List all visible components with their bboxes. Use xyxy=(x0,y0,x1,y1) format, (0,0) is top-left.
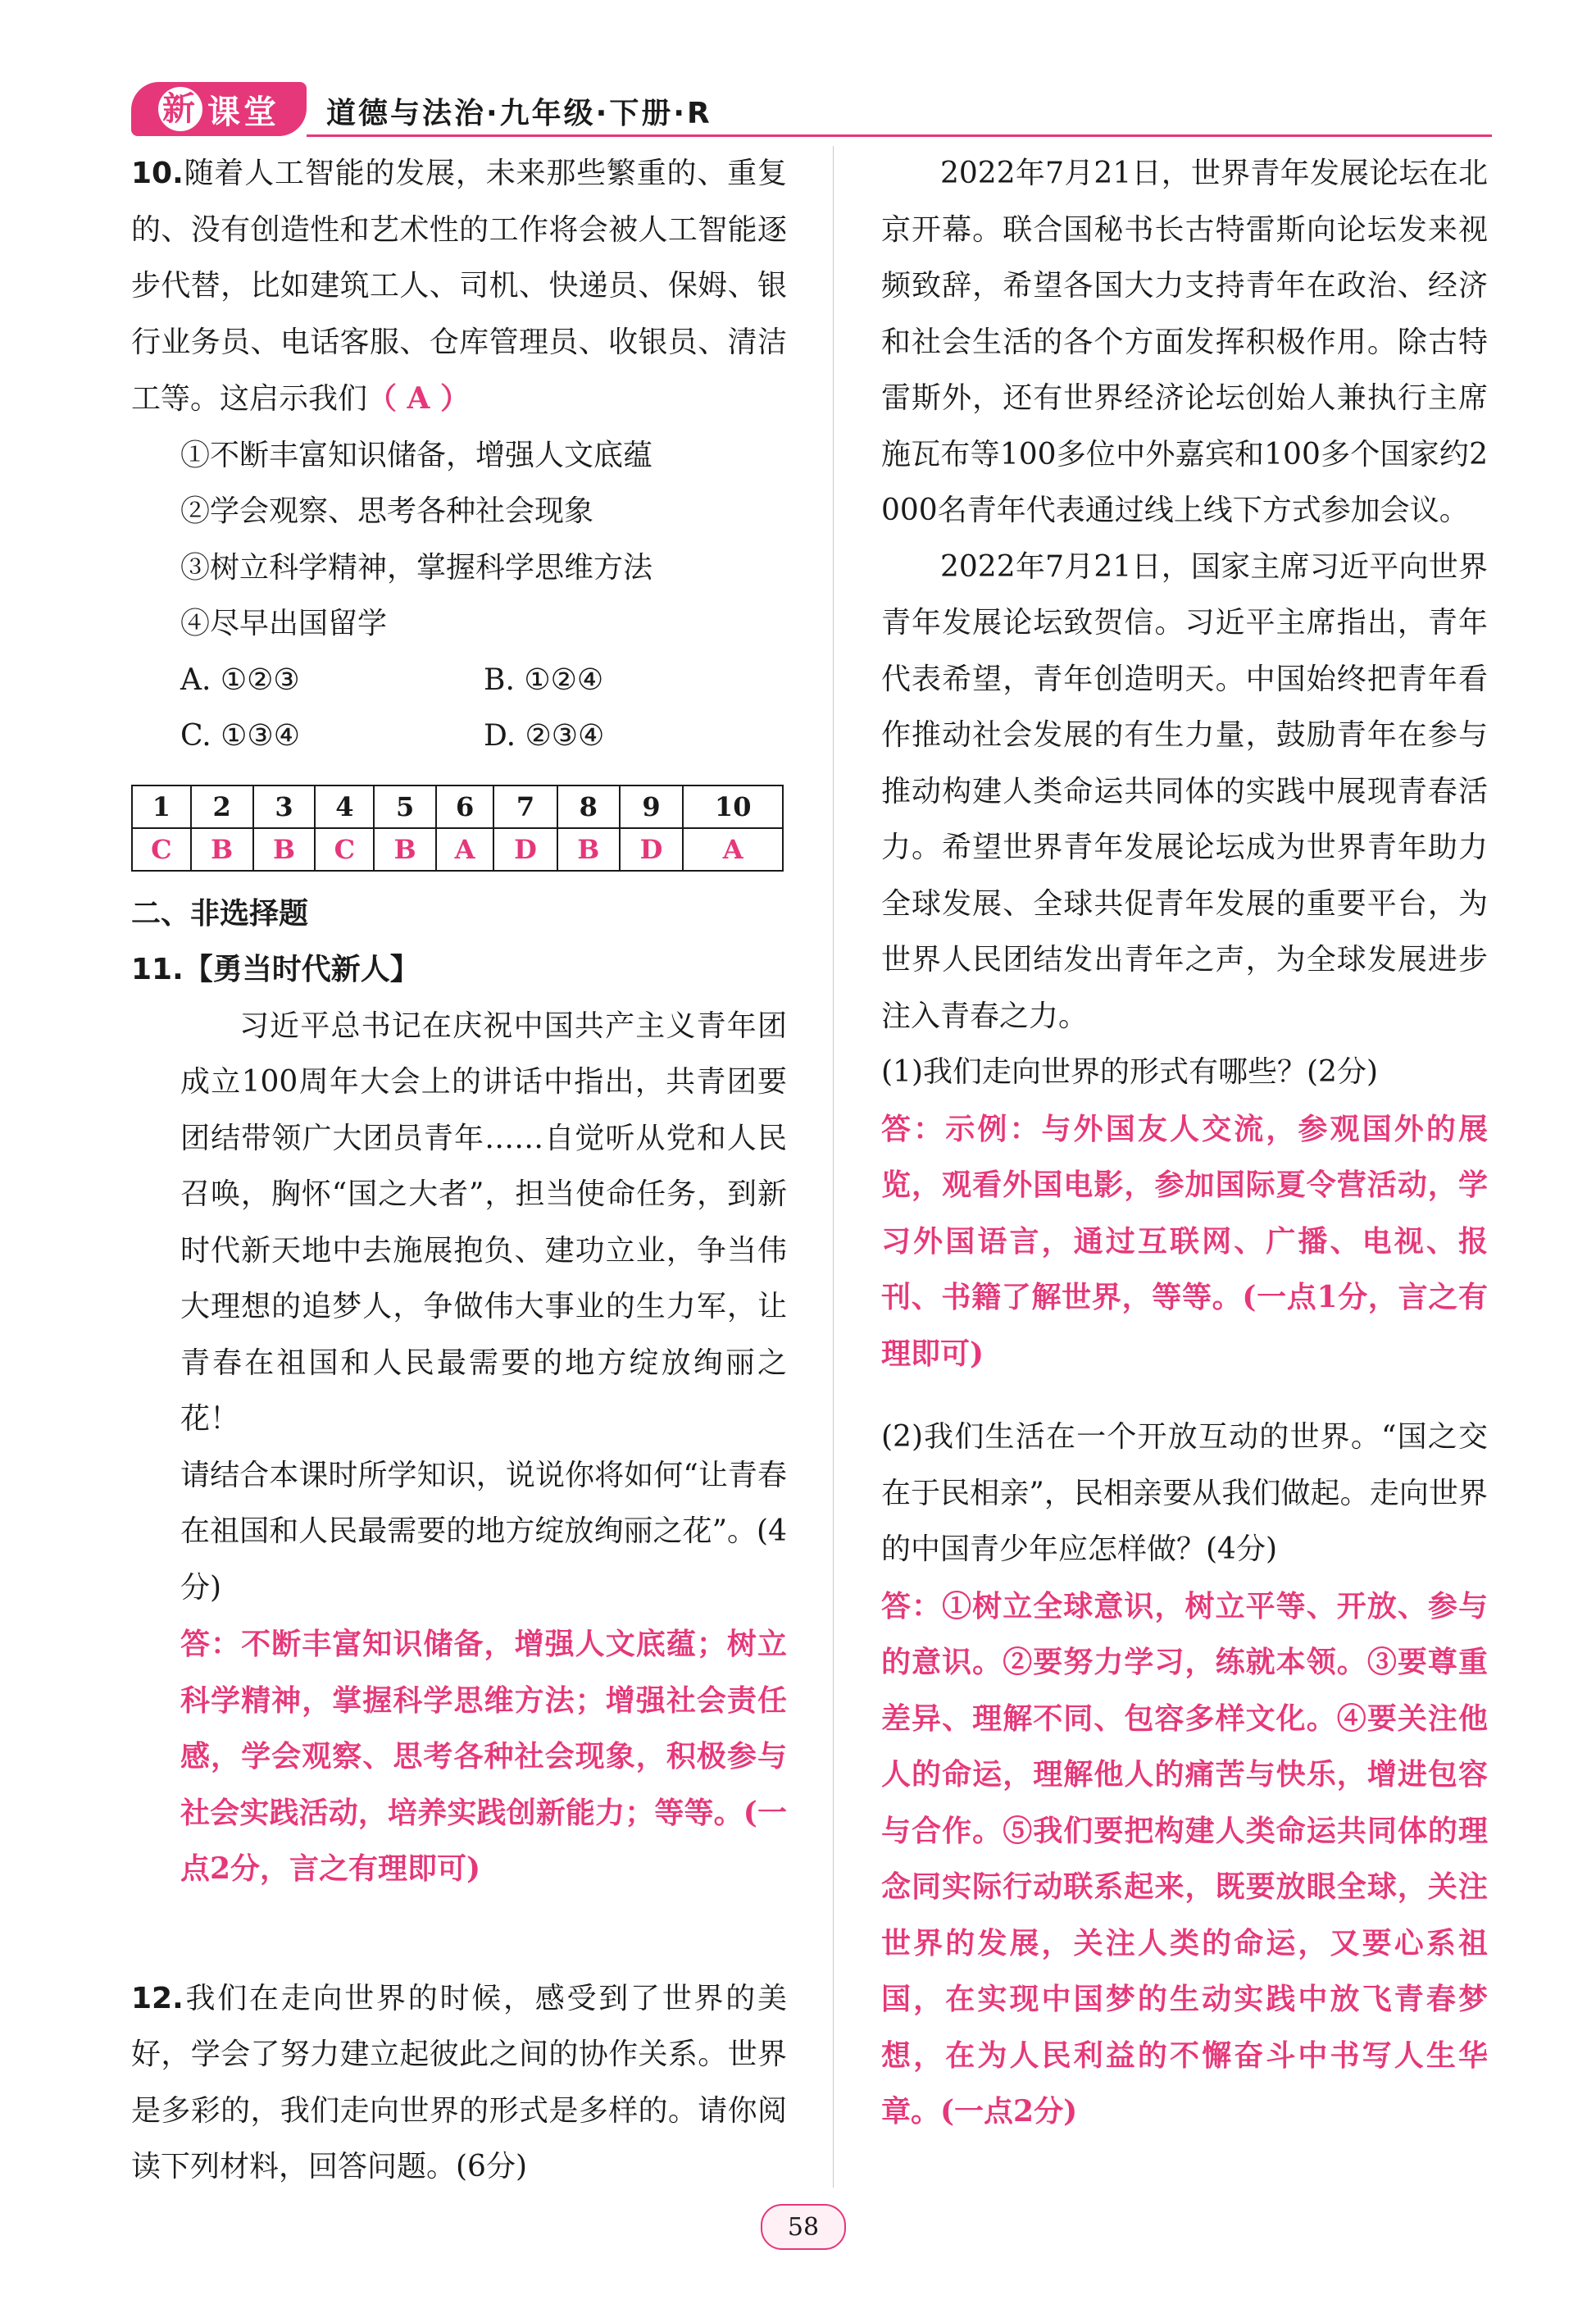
table-cell: D xyxy=(620,828,684,871)
q11-answer: 答：不断丰富知识储备，增强人文底蕴；树立科学精神，掌握科学思维方法；增强社会责任感，学会观察、思考各种社会现象，积极参与社会实践活动，培养实践创新能力；等等。(一点2分，言之有理即可) xyxy=(180,1627,787,1886)
table-cell: 7 xyxy=(493,785,557,828)
brand-first-char: 新 xyxy=(158,87,202,131)
q10-choice-c: C. ①③④ xyxy=(180,719,300,753)
table-cell: 10 xyxy=(683,785,783,828)
question-10 xyxy=(131,146,787,765)
q10-stem-line xyxy=(131,146,787,428)
q10-choice-b: B. ①②④ xyxy=(484,663,604,697)
spacer xyxy=(131,1897,787,1971)
spacer xyxy=(881,1382,1488,1409)
q10-answer: （ A ） xyxy=(367,381,471,416)
right-column xyxy=(881,146,1488,2140)
subject-title: 道德与法治·九年级·下册·R xyxy=(326,97,712,130)
section-2-title: 二、非选择题 xyxy=(131,896,309,931)
table-cell: 3 xyxy=(253,785,316,828)
q10-choices-row-2 xyxy=(131,708,787,765)
q12-material-1: 2022年7月21日，世界青年发展论坛在北京开幕。联合国秘书长古特雷斯向论坛发来视频致辞，希望各国大力支持青年在政治、经济和社会生活的各个方面发挥积极作用。除古特雷斯外，还有世界经济论坛创始人兼执行主席施瓦布等100多位中外嘉宾和100多个国家约2 000名青年代表通过线上线下方式参加会议。 xyxy=(881,157,1488,527)
page-header xyxy=(131,82,1492,139)
brand-rest: 课堂 xyxy=(207,93,280,131)
q12-stem: 我们在走向世界的时候，感受到了世界的美好，学会了努力建立起彼此之间的协作关系。世界是多彩的，我们走向世界的形式是多样的。请你阅读下列材料，回答问题。(6分) xyxy=(131,1981,787,2183)
q10-item-3: ③树立科学精神，掌握科学思维方法 xyxy=(180,550,653,585)
q10-choice-a: A. ①②③ xyxy=(180,663,300,697)
q11-title-line xyxy=(131,942,787,999)
question-11 xyxy=(131,942,787,1897)
answer-table-numbers xyxy=(132,785,783,828)
table-cell: B xyxy=(557,828,620,871)
q12-sub2-question: (2)我们生活在一个开放互动的世界。“国之交在于民相亲”，民相亲要从我们做起。走向世界的中国青少年应怎样做？(4分) xyxy=(881,1420,1488,1566)
q10-item-2: ②学会观察、思考各种社会现象 xyxy=(180,494,594,528)
q11-title: 【勇当时代新人】 xyxy=(183,953,420,986)
table-cell: 5 xyxy=(374,785,436,828)
brand-logo xyxy=(131,82,307,136)
q10-item-4: ④尽早出国留学 xyxy=(180,607,388,640)
table-cell: 2 xyxy=(191,785,253,828)
q10-number: 10. xyxy=(131,157,184,190)
q10-item-1: ①不断丰富知识储备，增强人文底蕴 xyxy=(180,438,653,472)
table-cell: B xyxy=(374,828,436,871)
answer-table xyxy=(131,785,784,872)
q12-sub2-answer: 答：①树立全球意识，树立平等、开放、参与的意识。②要努力学习，练就本领。③要尊重差异、理解不同、包容多样文化。④要关注他人的命运，理解他人的痛苦与快乐，增进包容与合作。⑤我们要把构建人类命运共同体的理念同实际行动联系起来，既要放眼全球，关注世界的发展，关注人类的命运，又要心系祖国，在实现中国梦的生动实践中放飞青春梦想，在为人民利益的不懈奋斗中书写人生华章。(一点2分) xyxy=(881,1588,1488,2129)
column-divider xyxy=(833,146,834,2188)
q12-sub1-question: (1)我们走向世界的形式有哪些？(2分) xyxy=(881,1055,1378,1089)
left-column xyxy=(131,146,787,2196)
q12-sub1-answer: 答：示例：与外国友人交流，参观国外的展览，观看外国电影，参加国际夏令营活动，学习外国语言，通过互联网、广播、电视、报刊、书籍了解世界，等等。(一点1分，言之有理即可) xyxy=(881,1111,1488,1371)
table-cell: D xyxy=(493,828,557,871)
table-cell: A xyxy=(683,828,783,871)
q10-choice-d: D. ②③④ xyxy=(484,719,605,753)
table-cell: 8 xyxy=(557,785,620,828)
q12-number: 12. xyxy=(131,1981,184,2015)
page-number: 58 xyxy=(761,2204,846,2250)
q12-stem-line xyxy=(131,1971,787,2196)
table-cell: 1 xyxy=(132,785,191,828)
header-rule xyxy=(307,134,1492,137)
answer-table-answers xyxy=(132,828,783,871)
question-12 xyxy=(131,1971,787,2196)
q11-material: 习近平总书记在庆祝中国共产主义青年团成立100周年大会上的讲话中指出，共青团要团结带领广大团员青年……自觉听从党和人民召唤，胸怀“国之大者”，担当使命任务，到新时代新天地中去施展抱负、建功立业，争当伟大理想的追梦人，争做伟大事业的生力军，让青春在祖国和人民最需要的地方绽放绚丽之花！ xyxy=(180,1009,787,1436)
table-cell: A xyxy=(436,828,493,871)
table-cell: 9 xyxy=(620,785,684,828)
table-cell: B xyxy=(253,828,316,871)
table-cell: C xyxy=(315,828,374,871)
q10-stem: 随着人工智能的发展，未来那些繁重的、重复的、没有创造性和艺术性的工作将会被人工智能逐步代替，比如建筑工人、司机、快递员、保姆、银行业务员、电话客服、仓库管理员、收银员、清洁工等。这启示我们 xyxy=(131,157,787,416)
q11-number: 11. xyxy=(131,953,184,986)
table-cell: C xyxy=(132,828,191,871)
q11-question: 请结合本课时所学知识，说说你将如何“让青春在祖国和人民最需要的地方绽放绚丽之花”。(4分) xyxy=(180,1458,787,1605)
q12-material-2: 2022年7月21日，国家主席习近平向世界青年发展论坛致贺信。习近平主席指出，青年代表希望，青年创造明天。中国始终把青年看作推动社会发展的有生力量，鼓励青年在参与推动构建人类命运共同体的实践中展现青春活力。希望世界青年发展论坛成为世界青年助力全球发展、全球共促青年发展的重要平台，为世界人民团结发出青年之声，为全球发展进步注入青春之力。 xyxy=(881,549,1488,1033)
table-cell: B xyxy=(191,828,253,871)
table-cell: 6 xyxy=(436,785,493,828)
q10-choices-row-1 xyxy=(131,653,787,709)
table-cell: 4 xyxy=(315,785,374,828)
